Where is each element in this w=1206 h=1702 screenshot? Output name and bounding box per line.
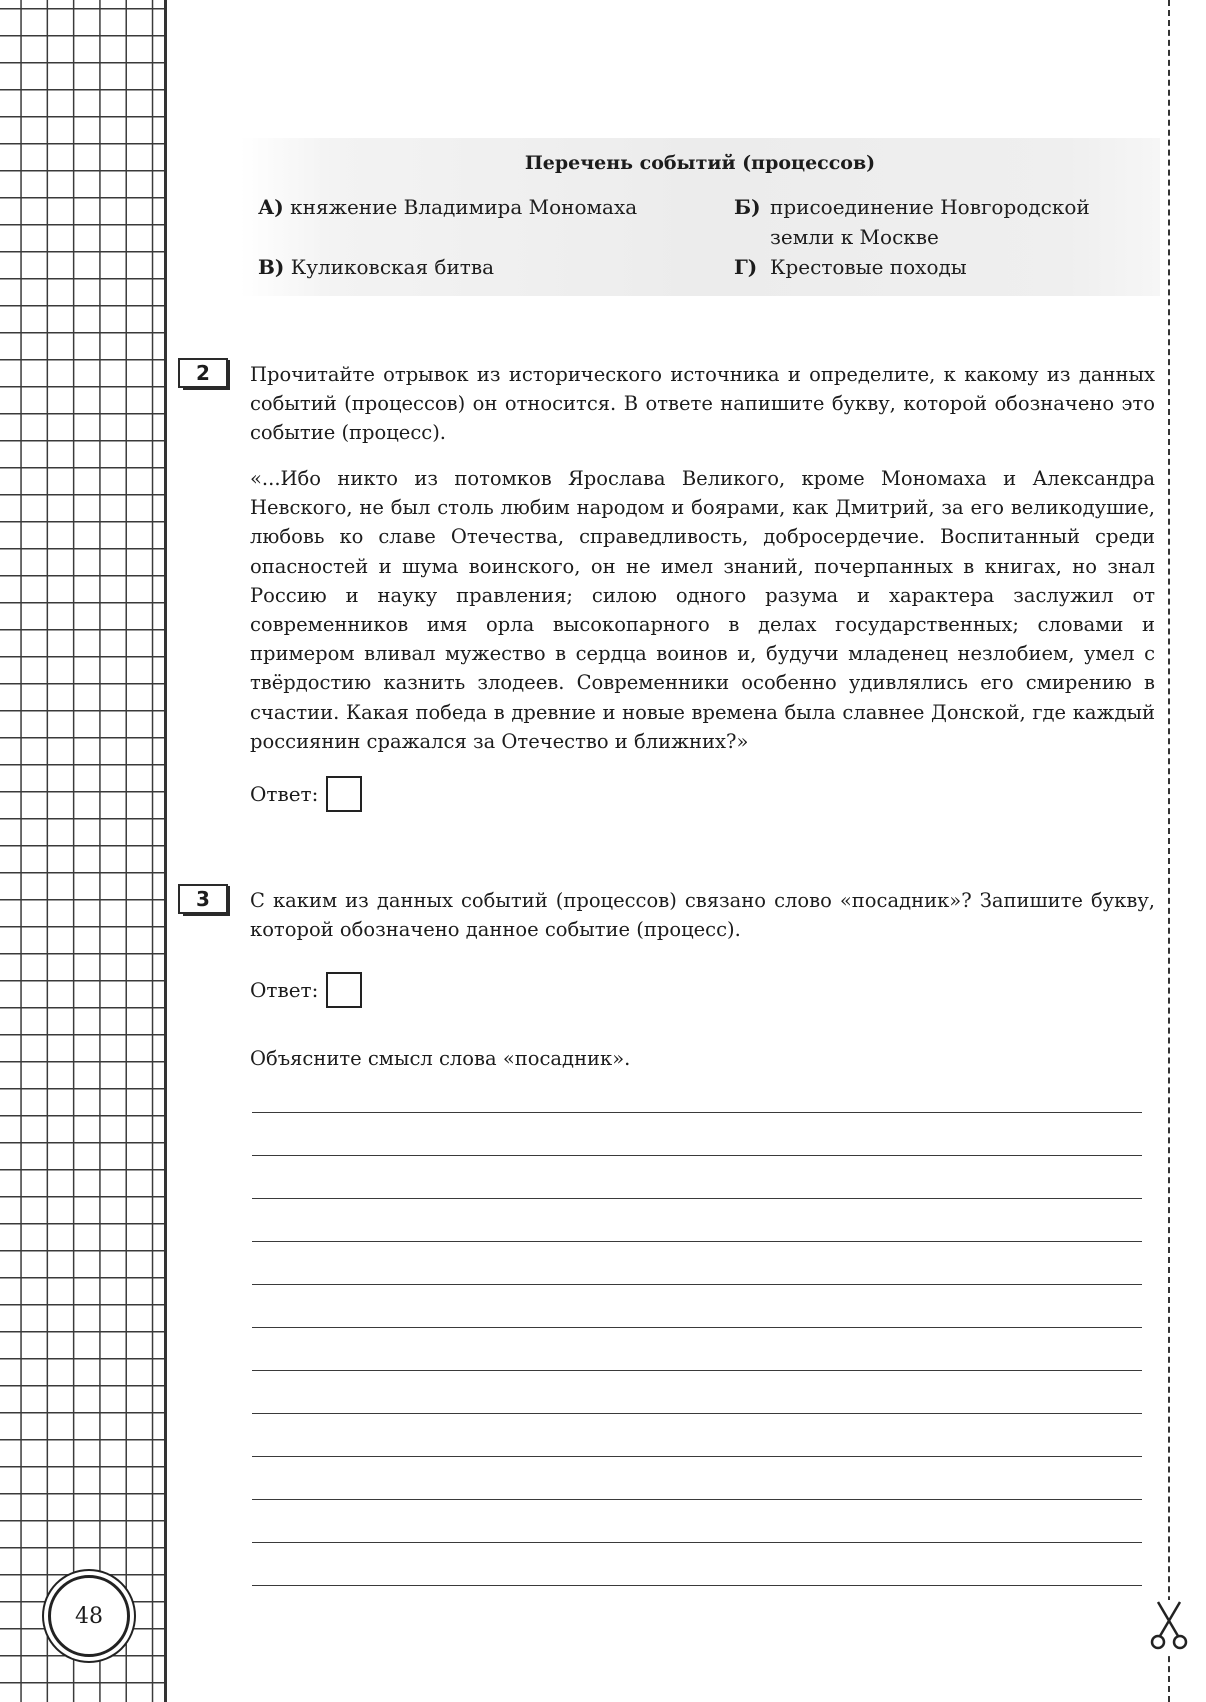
- answer-box[interactable]: [326, 972, 362, 1008]
- answer-line[interactable]: [252, 1585, 1142, 1586]
- event-g: [734, 252, 1114, 282]
- event-text: княжение Владимира Мономаха: [290, 195, 638, 219]
- answer-line[interactable]: [252, 1241, 1142, 1242]
- grid-margin-border: [164, 0, 167, 1702]
- event-a: [258, 192, 678, 222]
- task2-quote: «...Ибо никто из потомков Ярослава Великого, кроме Мономаха и Александра Невского, не был столь любим народом и боярами, как Дмитрий, за его великодушие, любовь ко славе Отечества, справедливость, добросердечие. Воспитанный среди опасностей и шума воинского, он не имел знаний, почерпанных в книгах, но знал Россию и науку правления; силою одного разума и характера заслужил от современников имя орла высокопарного в делах государственных; словами и примером вливал мужество в сердца воинов и, будучи младенец незлобием, умел с твёрдостию казнить злодеев. Современники особенно удивлялись его смирению в счастии. Какая победа в древние и новые времена была славнее Донской, где каждый россиянин сражался за Отечество и ближних?»: [250, 467, 1155, 753]
- answer-line[interactable]: [252, 1112, 1142, 1113]
- answer-line[interactable]: [252, 1370, 1142, 1371]
- answer-line[interactable]: [252, 1413, 1142, 1414]
- page-number: [48, 1575, 130, 1657]
- task2-instruction: Прочитайте отрывок из исторического источника и определите, к какому из данных событий (процессов) он относится. В ответе напишите букву, которой обозначено это событие (процесс).: [250, 363, 1155, 444]
- answer-label: Ответ:: [250, 782, 319, 806]
- task3-explain-prompt: Объясните смысл слова «посадник».: [250, 1047, 631, 1070]
- answer-line[interactable]: [252, 1542, 1142, 1543]
- event-text: Крестовые походы: [770, 255, 967, 279]
- task-number-3: 3: [178, 884, 228, 914]
- event-letter: Г): [734, 255, 758, 279]
- answer-line[interactable]: [252, 1456, 1142, 1457]
- task2-answer: [250, 776, 362, 812]
- answer-box[interactable]: [326, 776, 362, 812]
- grid-margin: [0, 0, 166, 1702]
- answer-line[interactable]: [252, 1155, 1142, 1156]
- event-letter: А): [258, 195, 284, 219]
- answer-label: Ответ:: [250, 978, 319, 1002]
- task3-answer: [250, 972, 362, 1008]
- cut-line: [1168, 0, 1170, 1702]
- event-text: присоединение Новгородской земли к Москве: [770, 195, 1090, 249]
- task3-instruction: С каким из данных событий (процессов) связано слово «посадник»? Запишите букву, которой обозначено данное событие (процесс).: [250, 889, 1155, 941]
- answer-line[interactable]: [252, 1327, 1142, 1328]
- event-v: [258, 252, 678, 282]
- event-b: [734, 192, 1114, 252]
- answer-line[interactable]: [252, 1198, 1142, 1199]
- task-number-2: 2: [178, 358, 228, 388]
- scissors-icon: [1150, 1600, 1188, 1656]
- page-number-text: 48: [75, 1603, 103, 1629]
- answer-line[interactable]: [252, 1284, 1142, 1285]
- events-title: Перечень событий (процессов): [524, 152, 876, 174]
- event-text: Куликовская битва: [290, 255, 495, 279]
- event-letter: Б): [734, 195, 761, 219]
- answer-line[interactable]: [252, 1499, 1142, 1500]
- event-letter: В): [258, 255, 285, 279]
